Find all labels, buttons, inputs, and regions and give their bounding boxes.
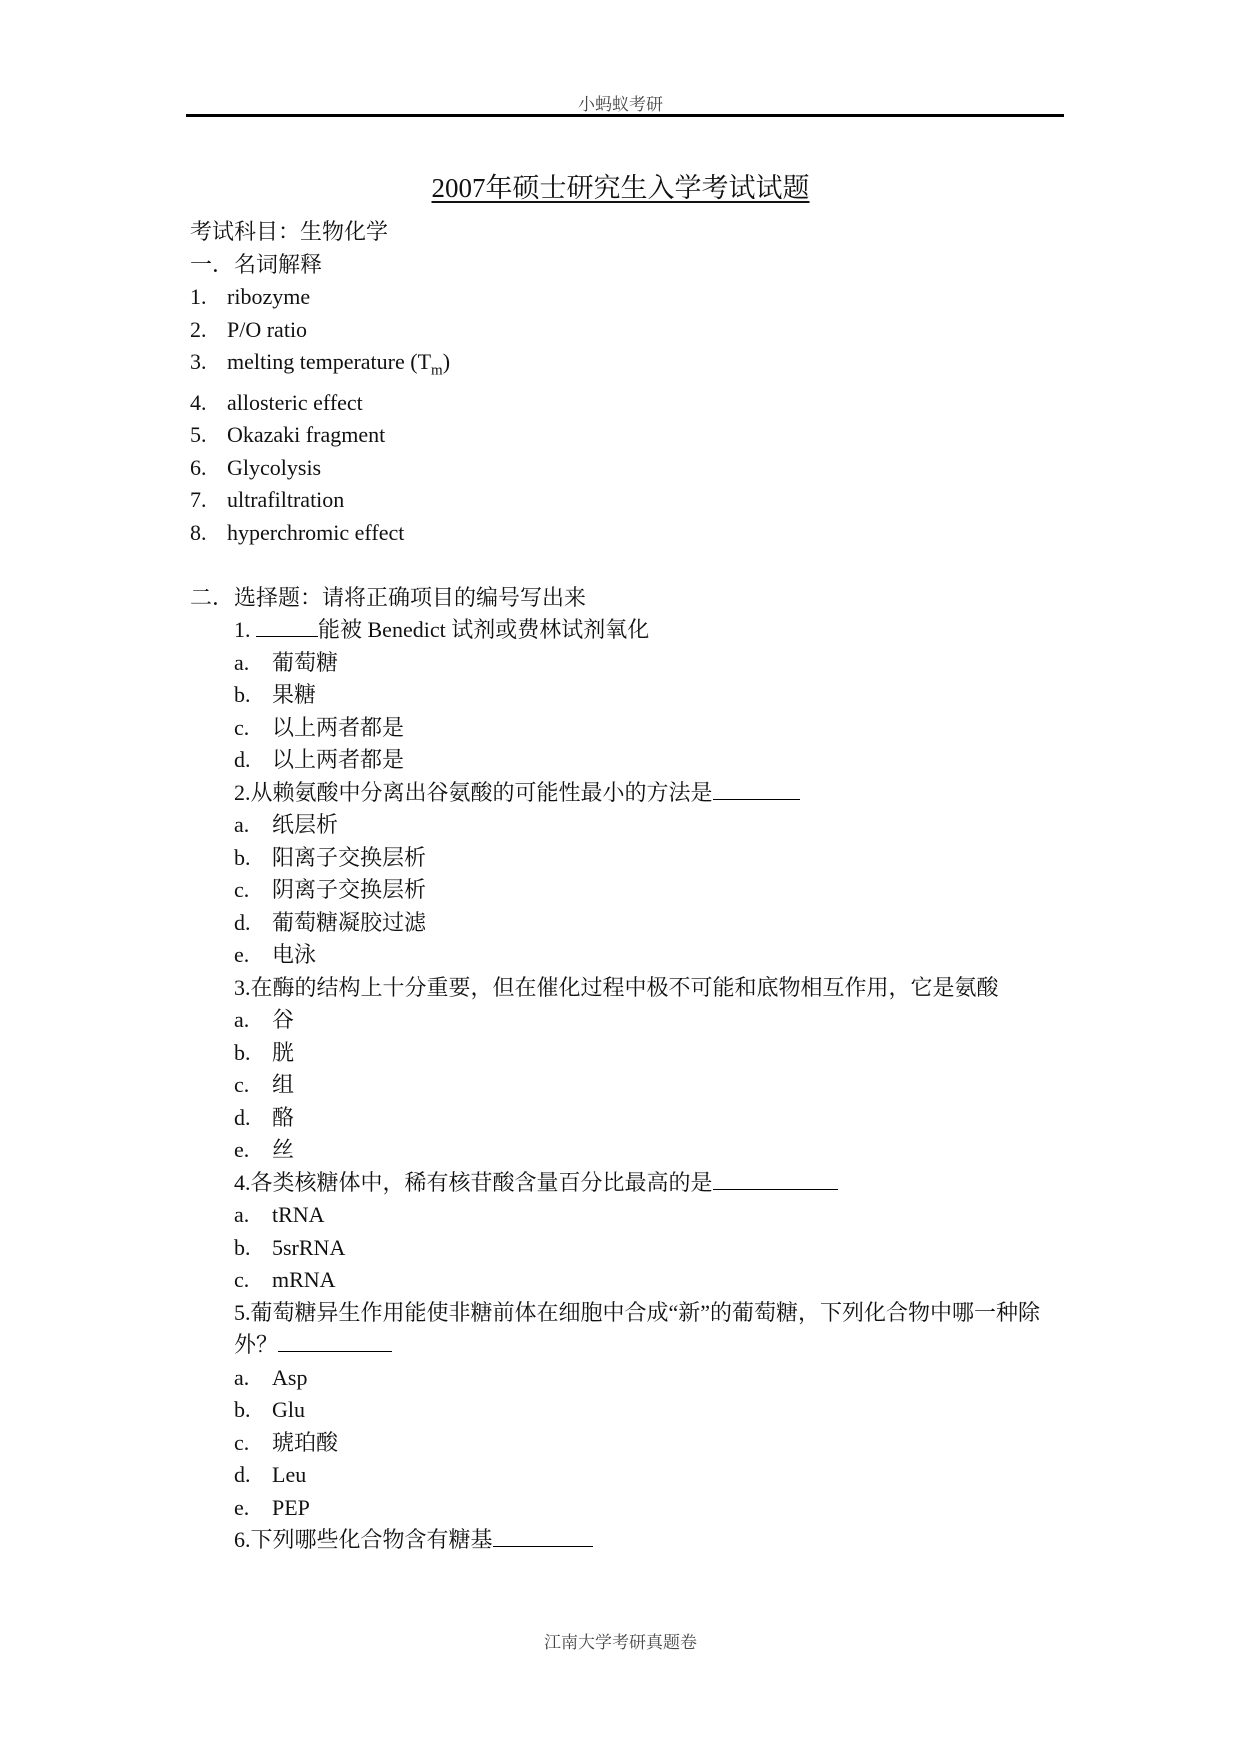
option-letter: b.: [234, 844, 251, 870]
option-item: [190, 1037, 1065, 1070]
option-letter: a.: [234, 649, 250, 675]
option-item: [190, 712, 1065, 745]
option-item: [190, 744, 1065, 777]
term-number: 3.: [190, 349, 207, 374]
q3-options: [190, 1004, 1065, 1167]
option-item: [190, 842, 1065, 875]
option-text: 胱: [272, 1039, 295, 1065]
answer-blank: [256, 616, 318, 637]
option-item: [190, 1264, 1065, 1297]
option-letter: a.: [234, 812, 250, 838]
option-letter: d.: [234, 1462, 251, 1488]
term-item: [190, 314, 1065, 347]
term-number: 8.: [190, 519, 207, 545]
term-item: [190, 419, 1065, 452]
option-letter: a.: [234, 1007, 250, 1033]
option-text: 琥珀酸: [272, 1429, 339, 1455]
option-item: [190, 1134, 1065, 1167]
option-text: 以上两者都是: [272, 714, 405, 740]
option-item: [190, 1427, 1065, 1460]
option-letter: d.: [234, 747, 251, 773]
option-text: Asp: [272, 1364, 308, 1390]
option-item: [190, 647, 1065, 680]
term-text: P/O ratio: [227, 316, 308, 342]
term-list: [190, 281, 1065, 549]
option-item: [190, 1459, 1065, 1492]
option-text: mRNA: [272, 1267, 336, 1293]
term-text-after: ): [442, 349, 451, 374]
option-letter: e.: [234, 942, 250, 968]
option-text: 谷: [272, 1007, 295, 1033]
option-text: PEP: [272, 1494, 310, 1520]
term-text: ultrafiltration: [227, 487, 345, 513]
term-subscript: m: [431, 362, 443, 379]
option-item: [190, 1069, 1065, 1102]
option-item: [190, 1199, 1065, 1232]
q2-options: [190, 809, 1065, 972]
term-item: [190, 517, 1065, 550]
option-item: [190, 939, 1065, 972]
answer-blank: [713, 779, 800, 800]
option-letter: c.: [234, 1429, 250, 1455]
option-letter: b.: [234, 1397, 251, 1423]
option-text: tRNA: [272, 1202, 325, 1228]
option-letter: c.: [234, 714, 250, 740]
option-letter: e.: [234, 1494, 250, 1520]
option-letter: c.: [234, 1267, 250, 1293]
exam-body: [190, 216, 1065, 1557]
answer-blank: [278, 1331, 392, 1352]
term-item: [190, 346, 1065, 387]
option-text: 酪: [272, 1104, 295, 1130]
option-item: [190, 679, 1065, 712]
term-text: allosteric effect: [227, 389, 363, 415]
question-1: 1. 能被 Benedict 试剂或费林试剂氧化: [234, 617, 650, 643]
option-letter: a.: [234, 1202, 250, 1228]
answer-blank: [713, 1169, 838, 1190]
page-title: 2007年硕士研究生入学考试试题: [431, 173, 810, 203]
term-number: 2.: [190, 316, 207, 342]
term-item: [190, 387, 1065, 420]
question-3: 3.在酶的结构上十分重要，但在催化过程中极不可能和底物相互作用，它是氨酸: [234, 974, 999, 1000]
page-footer: 江南大学考研真题卷: [544, 1633, 697, 1652]
header-rule: [186, 114, 1064, 117]
term-item: [190, 452, 1065, 485]
page-header: 小蚂蚁考研: [578, 95, 663, 114]
option-text: Leu: [272, 1462, 307, 1488]
option-text: 阳离子交换层析: [272, 844, 427, 870]
option-item: [190, 1362, 1065, 1395]
option-item: [190, 874, 1065, 907]
option-letter: d.: [234, 909, 251, 935]
option-letter: d.: [234, 1104, 251, 1130]
option-letter: b.: [234, 1234, 251, 1260]
term-item: [190, 484, 1065, 517]
option-letter: c.: [234, 1072, 250, 1098]
q5-options: [190, 1362, 1065, 1525]
option-text: 丝: [272, 1137, 295, 1163]
term-text: Okazaki fragment: [227, 422, 386, 448]
option-text: 阴离子交换层析: [272, 877, 427, 903]
option-item: [190, 1102, 1065, 1135]
option-text: 纸层析: [272, 812, 339, 838]
subject-line: 考试科目：生物化学: [190, 219, 389, 244]
question-5: 5.葡萄糖异生作用能使非糖前体在细胞中合成“新”的葡萄糖，下列化合物中哪一种除外？: [234, 1299, 1041, 1358]
option-text: 电泳: [272, 942, 317, 968]
section-1-heading: 一．名词解释: [190, 251, 323, 277]
term-text: Glycolysis: [227, 454, 322, 480]
term-number: 4.: [190, 389, 207, 415]
q1-options: [190, 647, 1065, 777]
option-item: [190, 1394, 1065, 1427]
option-item: [190, 1232, 1065, 1265]
option-letter: b.: [234, 682, 251, 708]
option-item: [190, 809, 1065, 842]
option-text: 果糖: [272, 682, 317, 708]
section-2-heading: 二．选择题：请将正确项目的编号写出来: [190, 584, 587, 610]
question-4: 4.各类核糖体中，稀有核苷酸含量百分比最高的是: [190, 1167, 1065, 1200]
question-2: 2.从赖氨酸中分离出谷氨酸的可能性最小的方法是: [190, 777, 1065, 810]
term-item: [190, 281, 1065, 314]
term-text: melting temperature (T: [227, 349, 432, 374]
option-item: [190, 1004, 1065, 1037]
option-text: 组: [272, 1072, 295, 1098]
option-text: 以上两者都是: [272, 747, 405, 773]
option-letter: a.: [234, 1364, 250, 1390]
option-text: 葡萄糖: [272, 649, 339, 675]
option-item: [190, 1492, 1065, 1525]
question-6: 6.下列哪些化合物含有糖基: [190, 1524, 1065, 1557]
option-letter: c.: [234, 877, 250, 903]
option-letter: e.: [234, 1137, 250, 1163]
term-number: 5.: [190, 422, 207, 448]
option-text: Glu: [272, 1397, 305, 1423]
q4-options: [190, 1199, 1065, 1297]
option-item: [190, 907, 1065, 940]
term-number: 1.: [190, 284, 207, 309]
option-text: 5srRNA: [272, 1234, 346, 1260]
option-letter: b.: [234, 1039, 251, 1065]
term-text: ribozyme: [227, 284, 311, 309]
term-number: 6.: [190, 454, 207, 480]
term-text: hyperchromic effect: [227, 519, 405, 545]
answer-blank: [493, 1526, 593, 1547]
term-number: 7.: [190, 487, 207, 513]
option-text: 葡萄糖凝胶过滤: [272, 909, 427, 935]
